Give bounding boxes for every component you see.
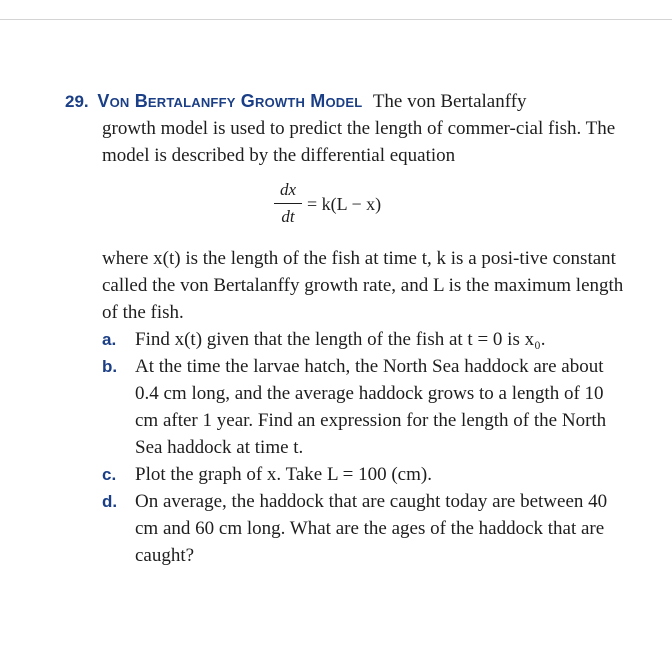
part-text: On average, the haddock that are caught today are between 40 cm and 60 cm long. What are the ages of the haddock that are caught? [135, 491, 608, 566]
fraction-numerator: dx [279, 180, 297, 199]
problem-number: 29. [65, 92, 89, 111]
part-text: Plot the graph of x. Take L = 100 (cm). [135, 464, 432, 485]
differential-equation [65, 177, 625, 235]
intro-text [102, 115, 625, 169]
part-label: a. [102, 330, 117, 349]
part-b [65, 353, 625, 461]
part-d [65, 488, 625, 569]
part-label: c. [102, 465, 117, 484]
part-label: d. [102, 492, 118, 511]
problem-29 [65, 88, 625, 569]
top-divider [0, 19, 672, 20]
part-label: b. [102, 357, 118, 376]
part-c [65, 461, 625, 488]
fraction-denominator: dt [281, 207, 295, 226]
problem-header [65, 88, 625, 115]
fraction-bar [274, 203, 302, 204]
derivative-fraction [274, 179, 302, 228]
part-text: At the time the larvae hatch, the North Sea haddock are about 0.4 cm long, and the average haddock grows to a length of 10 cm after 1 year. Find an expression for the length of the North Sea haddock at time t. [135, 356, 607, 458]
intro-rest: growth model is used to predict the length of commer-cial fish. The model is described by the differential equation [102, 118, 616, 166]
part-a [65, 326, 625, 353]
problem-title: Von Bertalanffy Growth Model [97, 91, 363, 111]
intro-first-line: The von Bertalanffy [372, 91, 527, 112]
equation-rhs: = k(L − x) [307, 194, 382, 214]
problem-parts [65, 326, 625, 569]
part-text: Find x(t) given that the length of the fish at t = 0 is x₀. [135, 329, 546, 350]
description-text: where x(t) is the length of the fish at time t, k is a posi-tive constant called the von Bertalanffy growth rate, and L is the maximum length of the fish. [102, 248, 624, 323]
